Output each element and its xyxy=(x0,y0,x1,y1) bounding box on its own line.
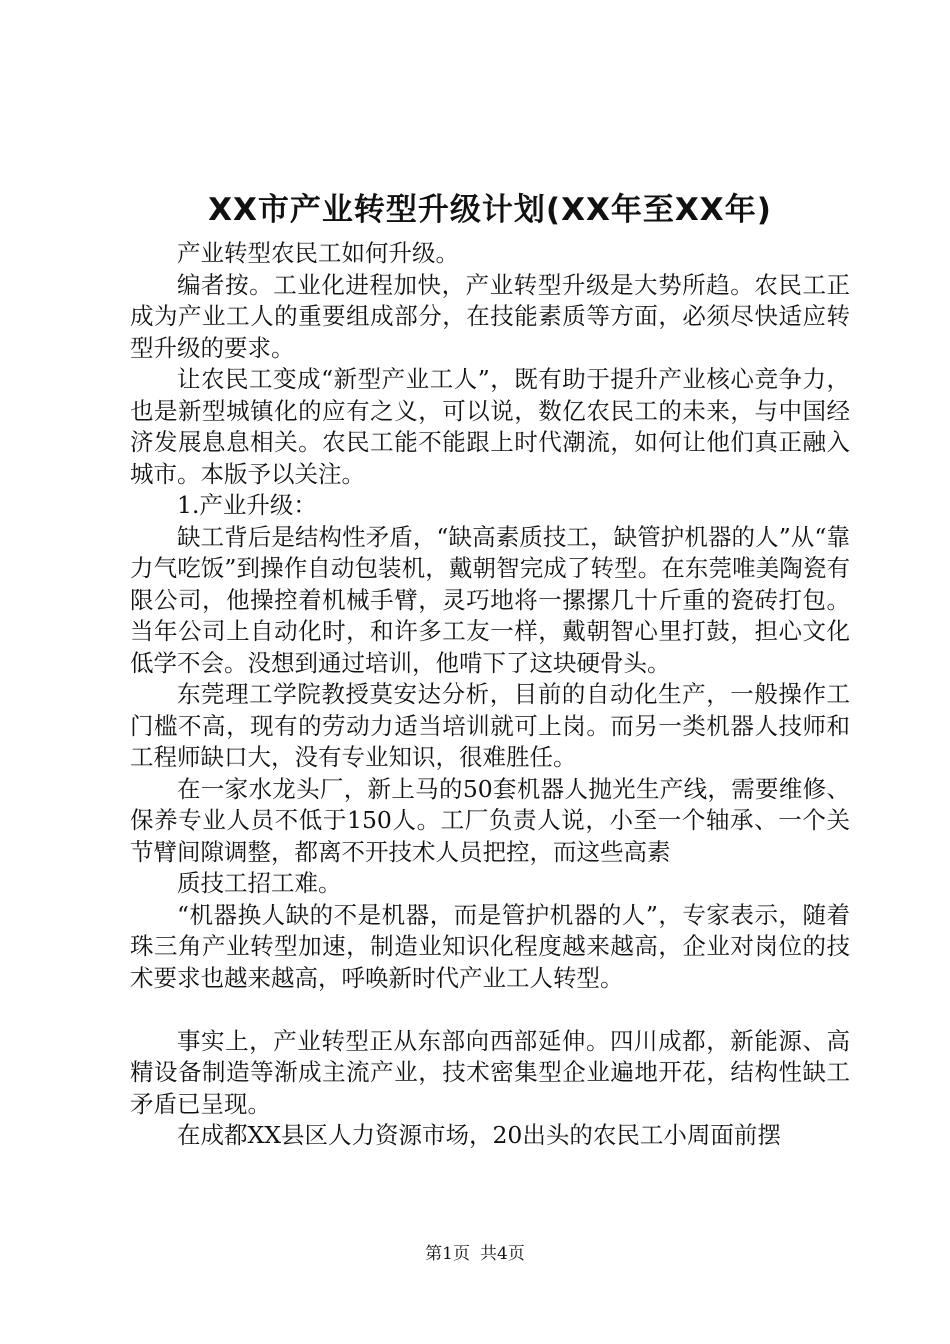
paragraph: 事实上，产业转型正从东部向西部延伸。四川成都，新能源、高精设备制造等渐成主流产业，技术密集型企业遍地开花，结构性缺工矛盾已呈现。 xyxy=(130,1026,850,1118)
paragraph: 让农民工变成“新型产业工人”，既有助于提升产业核心竞争力，也是新型城镇化的应有之义，可以说，数亿农民工的未来，与中国经济发展息息相关。农民工能不能跟上时代潮流，如何让他们真正融入城市。本版予以关注。 xyxy=(130,365,850,488)
document-title: XX市产业转型升级计划(XX年至XX年) xyxy=(208,192,772,228)
page-number-current: 第1页 xyxy=(425,1244,470,1264)
paragraph: 在一家水龙头厂，新上马的50套机器人抛光生产线，需要维修、保养专业人员不低于150人。工厂负责人说，小至一个轴承、一个关节臂间隙调整，都离不开技术人员把控，而这些高素 xyxy=(130,774,850,866)
paragraph: 编者按。工业化进程加快，产业转型升级是大势所趋。农民工正成为产业工人的重要组成部分，在技能素质等方面，必须尽快适应转型升级的要求。 xyxy=(130,270,850,362)
paragraph: 在成都XX县区人力资源市场，20出头的农民工小周面前摆 xyxy=(177,1121,781,1149)
document-page xyxy=(130,188,850,1152)
page-number-total: 共4页 xyxy=(480,1244,525,1264)
paragraph: 东莞理工学院教授莫安达分析，目前的自动化生产，一般操作工门槛不高，现有的劳动力适当培训就可上岗。而另一类机器人技师和工程师缺口大，没有专业知识，很难胜任。 xyxy=(130,680,850,771)
paragraph: 产业转型农民工如何升级。 xyxy=(177,239,459,267)
paragraph: “机器换人缺的不是机器，而是管护机器的人”，专家表示，随着珠三角产业转型加速，制造业知识化程度越来越高，企业对岗位的技术要求也越来越高，呼唤新时代产业工人转型。 xyxy=(130,900,850,992)
page-footer xyxy=(0,1243,950,1265)
paragraph: 缺工背后是结构性矛盾，“缺高素质技工，缺管护机器的人”从“靠力气吃饭”到操作自动包装机，戴朝智完成了转型。在东莞唯美陶瓷有限公司，他操控着机械手臂，灵巧地将一摞摞几十斤重的瓷砖打包。当年公司上自动化时，和许多工友一样，戴朝智心里打鼓，担心文化低学不会。没想到通过培训，他啃下了这块硬骨头。 xyxy=(130,522,850,677)
paragraph: 质技工招工难。 xyxy=(177,869,342,897)
section-heading: 1.产业升级： xyxy=(177,491,317,519)
